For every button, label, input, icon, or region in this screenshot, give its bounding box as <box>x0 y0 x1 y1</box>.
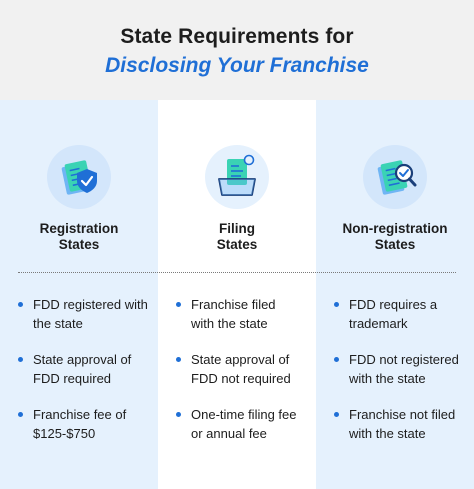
bullet-dot <box>334 302 339 307</box>
list-item <box>334 350 469 388</box>
list-item-line: One-time filing fee <box>191 407 297 422</box>
document-folder-icon <box>205 145 269 209</box>
column-heading-line: Filing <box>219 221 255 236</box>
list-item <box>18 295 153 333</box>
list-item-line: trademark <box>349 316 408 331</box>
list-item <box>18 405 153 443</box>
bullet-dot <box>18 302 23 307</box>
list-item <box>176 405 311 443</box>
bullet-dot <box>18 412 23 417</box>
list-item-line: FDD not required <box>191 371 291 386</box>
list-item <box>176 350 311 388</box>
document-magnifier-icon <box>363 145 427 209</box>
list-item-line: Franchise fee of <box>33 407 127 422</box>
list-item-line: FDD required <box>33 371 112 386</box>
list-item-line: or annual fee <box>191 426 267 441</box>
list-item-line: Franchise not filed <box>349 407 456 422</box>
column-heading <box>158 221 316 253</box>
list-item-line: FDD not registered <box>349 352 459 367</box>
bullet-dot <box>18 357 23 362</box>
list-item <box>176 295 311 333</box>
bullet-dot <box>176 412 181 417</box>
list-item-line: FDD registered with <box>33 297 148 312</box>
column-heading <box>316 221 474 253</box>
bullet-dot <box>334 412 339 417</box>
column-heading-line: States <box>216 237 258 252</box>
list-item <box>18 350 153 388</box>
bullet-dot <box>176 357 181 362</box>
column-heading-line: Non-registration <box>342 221 448 236</box>
page-title: State Requirements for <box>120 25 354 48</box>
column-heading-line: Registration <box>39 221 119 236</box>
section-divider <box>18 272 456 273</box>
list-item-line: State approval of <box>191 352 290 367</box>
bullet-dot <box>176 302 181 307</box>
page-subtitle: Disclosing Your Franchise <box>105 54 369 77</box>
document-shield-icon <box>47 145 111 209</box>
list-item-line: State approval of <box>33 352 132 367</box>
list-item-line: with the state <box>349 426 426 441</box>
list-item-line: Franchise filed <box>191 297 276 312</box>
column-heading-line: States <box>374 237 416 252</box>
header-banner <box>0 0 474 100</box>
list-item-line: with the state <box>349 371 426 386</box>
column-heading-line: States <box>58 237 100 252</box>
bullet-dot <box>334 357 339 362</box>
list-item <box>334 295 469 333</box>
list-item-line: FDD requires a <box>349 297 438 312</box>
list-item-line: with the state <box>191 316 268 331</box>
column-heading <box>0 221 158 253</box>
list-item-line: the state <box>33 316 83 331</box>
list-item <box>334 405 469 443</box>
list-item-line: $125-$750 <box>33 426 96 441</box>
